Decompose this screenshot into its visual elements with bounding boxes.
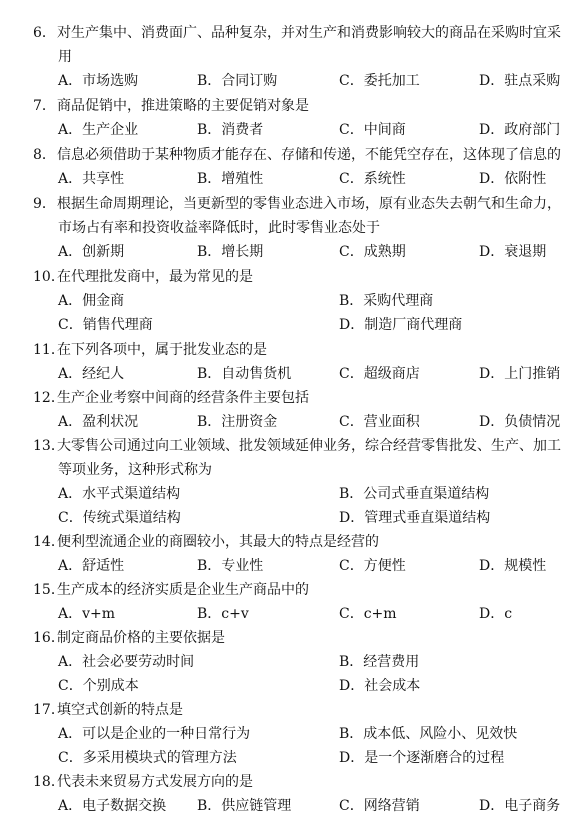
question-7-stem [33,94,563,118]
option-c: C．个别成本 [58,678,139,694]
option-c: C．成熟期 [339,244,406,260]
option-a: A．舒适性 [58,558,125,574]
option-b: B．合同订购 [197,73,278,89]
question-6-stem [33,21,563,45]
question-number: 16． [33,630,65,646]
option-b: B．公司式垂直渠道结构 [339,486,490,502]
question-9-stem-cont: 市场占有率和投资收益率降低时，此时零售业态处于 [58,220,380,236]
option-b: B．专业性 [197,558,264,574]
option-d: D．规模性 [479,558,547,574]
option-a: A．v+m [58,606,116,622]
option-d: D．电子商务 [479,798,561,814]
question-13-stem [33,434,563,458]
option-c: C．委托加工 [339,73,420,89]
question-number: 12． [33,390,65,406]
option-c: C．中间商 [339,122,406,138]
question-number: 11． [33,342,65,358]
question-text: 在代理批发商中，最为常见的是 [57,269,253,285]
option-a: A．可以是企业的一种日常行为 [58,726,251,742]
option-a: A．生产企业 [58,122,139,138]
question-text: 信息必须借助于某种物质才能存在、存储和传递，不能凭空存在，这体现了信息的 [57,147,561,163]
question-15-stem [33,578,563,602]
option-c: C．c+m [339,606,397,622]
option-d: D．依附性 [479,171,547,187]
option-c: C．网络营销 [339,798,420,814]
question-text: 代表未来贸易方式发展方向的是 [57,774,253,790]
question-number: 18． [33,774,65,790]
option-a: A．社会必要劳动时间 [58,654,195,670]
question-text: 商品促销中，推进策略的主要促销对象是 [57,98,309,114]
question-18-stem [33,770,563,794]
question-10-stem [33,265,563,289]
option-d: D．管理式垂直渠道结构 [339,510,491,526]
option-c: C．超级商店 [339,366,420,382]
option-d: D．上门推销 [479,366,561,382]
option-c: C．销售代理商 [58,317,153,333]
option-d: D．衰退期 [479,244,547,260]
question-8-stem [33,143,563,167]
option-d: D．驻点采购 [479,73,561,89]
option-b: B．增殖性 [197,171,264,187]
option-c: C．传统式渠道结构 [58,510,181,526]
option-d: D．制造厂商代理商 [339,317,463,333]
question-14-stem [33,530,563,554]
option-b: B．成本低、风险小、见效快 [339,726,518,742]
question-number: 14． [33,534,65,550]
question-text: 生产企业考察中间商的经营条件主要包括 [57,390,309,406]
question-text: 制定商品价格的主要依据是 [57,630,225,646]
question-number: 7． [33,98,56,114]
question-text: 生产成本的经济实质是企业生产商品中的 [57,582,309,598]
question-6-stem-cont: 用 [58,49,72,65]
question-number: 9． [33,196,56,212]
question-number: 8． [33,147,56,163]
option-a: A．电子数据交换 [58,798,167,814]
option-c: C．方便性 [339,558,406,574]
question-text: 大零售公司通过向工业领域、批发领域延伸业务，综合经营零售批发、生产、加工 [57,438,561,454]
option-b: B．增长期 [197,244,264,260]
option-c: C．营业面积 [339,414,420,430]
option-a: A．经纪人 [58,366,125,382]
question-17-stem [33,698,563,722]
option-c: C．系统性 [339,171,406,187]
option-a: A．共享性 [58,171,125,187]
option-b: B．c+v [197,606,249,622]
question-text: 便利型流通企业的商圈较小，其最大的特点是经营的 [57,534,379,550]
question-16-stem [33,626,563,650]
option-b: B．经营费用 [339,654,420,670]
option-d: D．是一个逐渐磨合的过程 [339,750,505,766]
option-a: A．创新期 [58,244,125,260]
question-number: 10． [33,269,65,285]
option-a: A．盈利状况 [58,414,139,430]
option-d: D．社会成本 [339,678,421,694]
question-text: 填空式创新的特点是 [57,702,183,718]
option-b: B．采购代理商 [339,293,434,309]
question-number: 15． [33,582,65,598]
option-b: B．自动售货机 [197,366,292,382]
option-b: B．消费者 [197,122,264,138]
question-11-stem [33,338,563,362]
question-text: 根据生命周期理论，当更新型的零售业态进入市场，原有业态失去朝气和生命力， [57,196,561,212]
question-12-stem [33,386,563,410]
question-text: 在下列各项中，属于批发业态的是 [57,342,267,358]
question-number: 17． [33,702,65,718]
option-b: B．供应链管理 [197,798,292,814]
question-13-stem-cont: 等项业务，这种形式称为 [58,462,212,478]
option-d: D．负债情况 [479,414,561,430]
option-b: B．注册资金 [197,414,278,430]
option-d: D．政府部门 [479,122,561,138]
option-a: A．佣金商 [58,293,125,309]
option-a: A．水平式渠道结构 [58,486,181,502]
option-d: D．c [479,606,513,622]
question-number: 6． [33,25,56,41]
question-9-stem [33,192,563,216]
question-number: 13． [33,438,65,454]
option-c: C．多采用模块式的管理方法 [58,750,237,766]
question-text: 对生产集中、消费面广、品种复杂，并对生产和消费影响较大的商品在采购时宜采 [57,25,561,41]
option-a: A．市场选购 [58,73,139,89]
